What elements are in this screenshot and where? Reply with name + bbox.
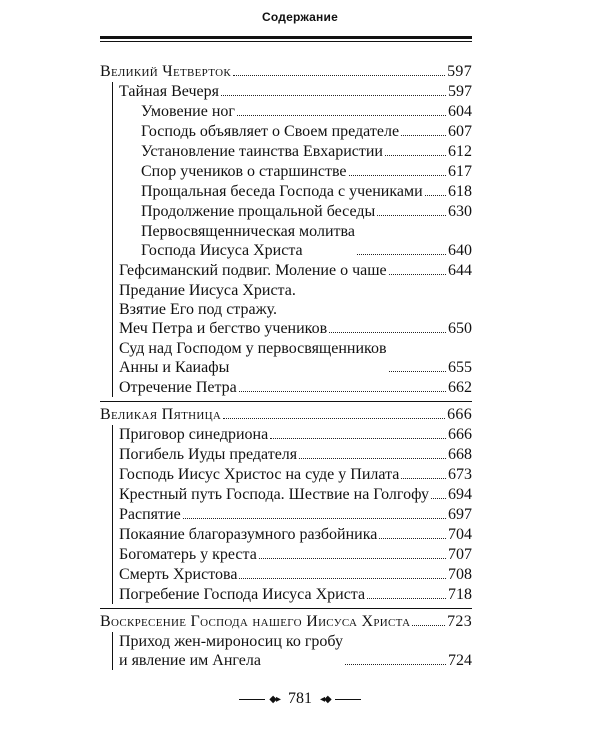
toc-entry[interactable]: Предание Иисуса Христа. Взятие Его под стражу. Меч Петра и бегство учеников 650 bbox=[119, 282, 472, 337]
toc-entry[interactable]: Установление таинства Евхаристии 612 bbox=[141, 143, 472, 160]
toc-entry[interactable]: Господь объявляет о Своем предателе 607 bbox=[141, 123, 472, 140]
toc-entry[interactable]: Продолжение прощальной беседы 630 bbox=[141, 203, 472, 220]
toc-entry[interactable]: Крестный путь Господа. Шествие на Голгофу 694 bbox=[119, 486, 472, 503]
toc-entry[interactable]: Великий Четверток 597 bbox=[100, 63, 472, 80]
footer-ornament-left-line bbox=[239, 699, 265, 700]
toc-entry[interactable]: Господь Иисус Христос на суде у Пилата 673 bbox=[119, 466, 472, 483]
toc-entry[interactable]: Отречение Петра 662 bbox=[119, 379, 472, 396]
toc-entry[interactable]: Погибель Иуды предателя 668 bbox=[119, 446, 472, 463]
header-rule-thin bbox=[100, 41, 472, 42]
toc-section-resurrection bbox=[100, 608, 472, 670]
toc-entry[interactable]: Прощальная беседа Господа с учениками 618 bbox=[141, 183, 472, 200]
toc-entry[interactable]: Воскресение Господа нашего Иисуса Христа 723 bbox=[100, 613, 472, 630]
toc-entry[interactable]: Первосвященническая молитва Господа Иисуса Христа 640 bbox=[141, 223, 472, 259]
header-rule-thick bbox=[100, 36, 472, 39]
toc-entry[interactable]: Смерть Христова 708 bbox=[119, 566, 472, 583]
toc-group-friday bbox=[112, 425, 472, 604]
toc-group-resurrection bbox=[112, 632, 472, 670]
page-header: Содержание bbox=[262, 10, 338, 24]
toc-section-thursday bbox=[100, 62, 472, 397]
toc-entry[interactable]: Спор учеников о старшинстве 617 bbox=[141, 163, 472, 180]
table-of-contents bbox=[100, 62, 472, 671]
toc-entry[interactable]: Тайная Вечеря 597 bbox=[119, 83, 472, 100]
toc-entry[interactable]: Гефсиманский подвиг. Моление о чаше 644 bbox=[119, 262, 472, 279]
footer-ornament-right-icon: ◂◆ bbox=[320, 693, 331, 705]
toc-entry[interactable]: Покаяние благоразумного разбойника 704 bbox=[119, 526, 472, 543]
toc-entry[interactable]: Погребение Господа Иисуса Христа 718 bbox=[119, 586, 472, 603]
footer-ornament-right-line bbox=[335, 699, 361, 700]
toc-entry[interactable]: Распятие 697 bbox=[119, 506, 472, 523]
toc-entry[interactable]: Богоматерь у креста 707 bbox=[119, 546, 472, 563]
toc-entry[interactable]: Умовение ног 604 bbox=[141, 103, 472, 120]
toc-section-friday bbox=[100, 401, 472, 604]
footer-ornament-left-icon: ◆▸ bbox=[269, 693, 280, 705]
toc-entry[interactable]: Приговор синедриона 666 bbox=[119, 426, 472, 443]
page-footer bbox=[0, 690, 600, 708]
page-number: 781 bbox=[288, 690, 312, 707]
toc-group-thursday bbox=[112, 82, 472, 397]
toc-entry[interactable]: Суд над Господом у первосвященников Анны и Каиафы 655 bbox=[119, 340, 472, 376]
toc-entry[interactable]: Приход жен-мироносиц ко гробу и явление им Ангела 724 bbox=[119, 633, 472, 669]
toc-entry[interactable]: Великая Пятница 666 bbox=[100, 406, 472, 423]
